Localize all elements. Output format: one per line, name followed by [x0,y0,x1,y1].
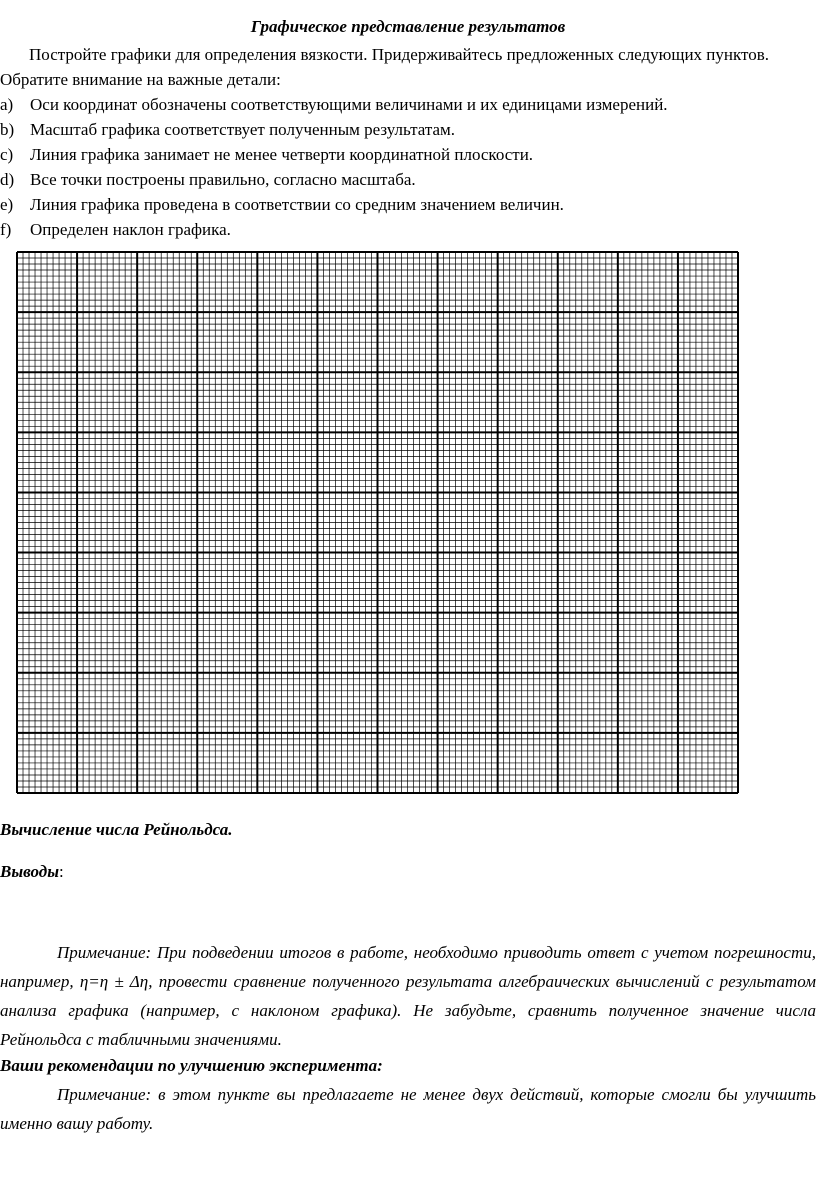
graph-paper [15,250,740,800]
list-text: Масштаб графика соответствует полученным результатам. [30,120,456,139]
list-text: Оси координат обозначены соответствующими величинами и их единицами измерений. [30,95,668,114]
conclusions-heading [0,862,64,882]
checklist [0,92,800,242]
reynolds-heading: Вычисление числа Рейнольдса. [0,820,233,839]
graph-paper-grid [15,250,740,795]
list-text: Линия графика проведена в соответствии со средним значением величин. [30,195,564,214]
list-text: Определен наклон графика. [30,220,231,239]
intro-paragraph: Постройте графики для определения вязкости. Придерживайтесь предложенных следующих пунктов. Обратите внимание на важные детали: [0,45,769,89]
recommendations-note: Примечание: в этом пункте вы предлагаете не менее двух действий, которые смогли бы улучшить именно вашу работу. [0,1085,816,1133]
list-marker: f) [0,220,12,239]
list-marker: a) [0,95,14,114]
note-paragraph: Примечание: При подведении итогов в работе, необходимо приводить ответ с учетом погрешности, например, η=η ± Δη, провести сравнение полученного результата алгебраических вычислений с результатом анализа графика (например, с наклоном графика). Не забудьте, сравнить полученное значение числа Рейнольдса с табличными значениями. [0,943,816,1049]
list-marker: d) [0,170,15,189]
list-marker: c) [0,145,14,164]
list-marker: b) [0,120,15,139]
list-item [0,167,800,192]
list-item [0,92,800,117]
conclusions-label: Выводы [0,862,60,881]
page-title: Графическое представление результатов [250,17,566,36]
list-text: Все точки построены правильно, согласно масштаба. [30,170,416,189]
list-item [0,217,800,242]
list-marker: e) [0,195,14,214]
list-text: Линия графика занимает не менее четверти координатной плоскости. [30,145,534,164]
list-item [0,142,800,167]
list-item [0,117,800,142]
list-item [0,192,800,217]
recommendations-heading: Ваши рекомендации по улучшению эксперимента: [0,1056,383,1075]
conclusions-colon: : [59,862,64,881]
